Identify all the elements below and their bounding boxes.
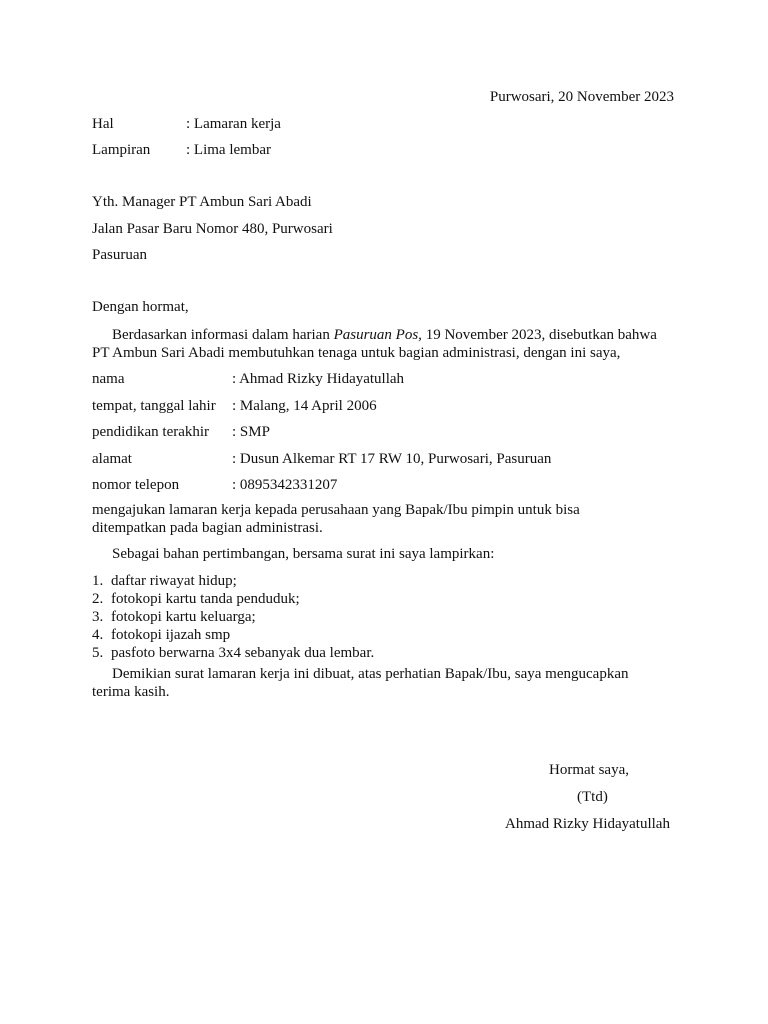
attachment-count-value: : Lima lembar (186, 142, 271, 158)
closing-line-1: Demikian surat lamaran kerja ini dibuat, atas perhatian Bapak/Ibu, saya mengucapkan (112, 666, 629, 682)
identity-label: nama (92, 371, 125, 387)
identity-label: tempat, tanggal lahir (92, 398, 216, 414)
list-text: pasfoto berwarna 3x4 sebanyak dua lembar. (111, 645, 375, 661)
intro-text-b: 19 November 2023, disebutkan bahwa (421, 327, 657, 343)
identity-label: alamat (92, 451, 132, 467)
identity-value: : Dusun Alkemar RT 17 RW 10, Purwosari, Pasuruan (232, 451, 552, 467)
intro-line-2: PT Ambun Sari Abadi membutuhkan tenaga untuk bagian administrasi, dengan ini saya, (92, 345, 621, 361)
attachments-intro: Sebagai bahan pertimbangan, bersama surat ini saya lampirkan: (112, 546, 495, 562)
identity-value: : SMP (232, 424, 270, 440)
recipient-city: Pasuruan (92, 247, 147, 263)
subject-label: Hal (92, 116, 114, 132)
closing-line-2: terima kasih. (92, 684, 170, 700)
valediction: Hormat saya, (549, 762, 629, 778)
greeting: Dengan hormat, (92, 299, 189, 315)
identity-value: : Ahmad Rizky Hidayatullah (232, 371, 405, 387)
identity-value: : Malang, 14 April 2006 (232, 398, 377, 414)
recipient-name: Yth. Manager PT Ambun Sari Abadi (92, 194, 312, 210)
list-text: daftar riwayat hidup; (111, 573, 237, 589)
newspaper-name: Pasuruan Pos, (333, 327, 422, 343)
place-date: Purwosari, 20 November 2023 (489, 89, 674, 105)
list-number: 2. (92, 591, 104, 607)
application-line-2: ditempatkan pada bagian administrasi. (92, 520, 323, 536)
identity-value: : 0895342331207 (232, 477, 338, 493)
list-number: 1. (92, 573, 104, 589)
application-line-1: mengajukan lamaran kerja kepada perusahaan yang Bapak/Ibu pimpin untuk bisa (92, 502, 580, 518)
closing-paragraph (92, 665, 692, 701)
signer-name: Ahmad Rizky Hidayatullah (505, 816, 670, 832)
list-text: fotokopi kartu tanda penduduk; (111, 591, 300, 607)
application-paragraph (92, 501, 652, 537)
attachment-count-label: Lampiran (92, 142, 151, 158)
intro-text-a: Berdasarkan informasi dalam harian (112, 327, 334, 343)
list-text: fotokopi ijazah smp (111, 627, 231, 643)
list-number: 4. (92, 627, 104, 643)
subject-value: : Lamaran kerja (186, 116, 281, 132)
list-number: 5. (92, 645, 104, 661)
identity-label: pendidikan terakhir (92, 424, 210, 440)
signature-mark: (Ttd) (577, 789, 608, 805)
list-text: fotokopi kartu keluarga; (111, 609, 256, 625)
identity-label: nomor telepon (92, 477, 180, 493)
recipient-street: Jalan Pasar Baru Nomor 480, Purwosari (92, 221, 333, 237)
list-number: 3. (92, 609, 104, 625)
intro-paragraph (92, 326, 692, 362)
intro-line-1 (92, 326, 692, 344)
